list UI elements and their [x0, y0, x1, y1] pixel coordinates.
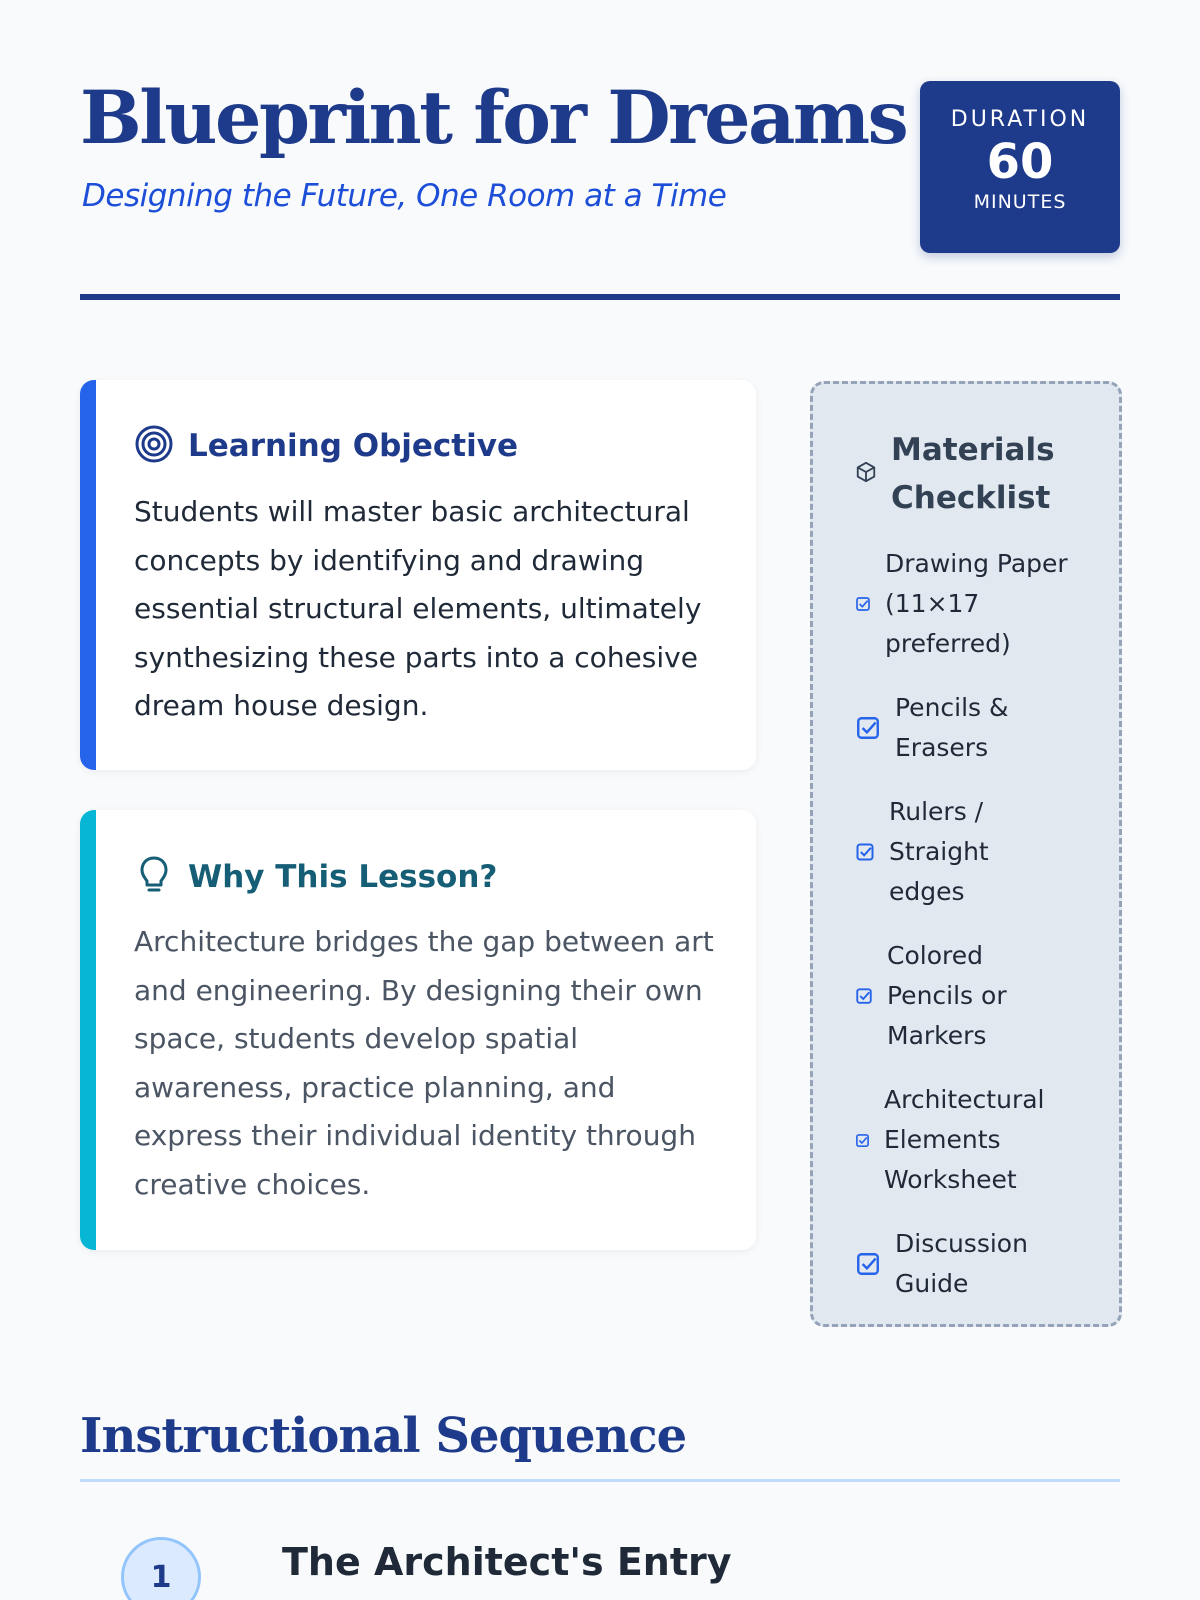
lightbulb-icon — [134, 854, 174, 900]
why-this-lesson-header — [134, 854, 497, 900]
materials-item-label: Architectural Elements Worksheet — [884, 1085, 1045, 1194]
learning-objective-title: Learning Objective — [188, 428, 518, 464]
materials-item[interactable] — [855, 1224, 1055, 1304]
materials-header — [855, 426, 1081, 522]
duration-unit: MINUTES — [973, 190, 1067, 213]
card-accent-bar — [80, 380, 96, 770]
materials-item-label: Rulers / Straight edges — [889, 797, 989, 906]
materials-item[interactable] — [855, 1080, 1075, 1200]
checkbox-checked-icon[interactable] — [855, 1133, 870, 1148]
materials-list — [855, 544, 1085, 1328]
sequence-title: Instructional Sequence — [80, 1408, 687, 1464]
checkbox-checked-icon[interactable] — [855, 596, 871, 612]
why-this-lesson-title: Why This Lesson? — [188, 859, 498, 895]
materials-item-label: Colored Pencils or Markers — [887, 941, 1007, 1050]
why-this-lesson-body: Architecture bridges the gap between art and engineering. By designing their own space, students develop spatial awareness, practice planning, and express their individual identity through creative choices. — [134, 925, 714, 1201]
materials-item-label: Drawing Paper (11×17 preferred) — [885, 549, 1068, 658]
materials-title: Materials Checklist — [891, 432, 1055, 517]
page-title: Blueprint for Dreams — [80, 75, 907, 161]
checkbox-checked-icon[interactable] — [855, 842, 875, 862]
materials-item[interactable] — [855, 936, 1045, 1056]
card-accent-bar — [80, 810, 96, 1250]
learning-objective-header — [134, 424, 518, 468]
checkbox-checked-icon[interactable] — [855, 715, 881, 741]
box-icon — [855, 461, 877, 487]
header-divider — [80, 294, 1120, 300]
materials-checklist-panel — [810, 381, 1122, 1327]
materials-item[interactable] — [855, 544, 1085, 664]
target-icon — [134, 424, 174, 468]
duration-value: 60 — [986, 134, 1054, 190]
materials-item-label: Pencils & Erasers — [895, 693, 1009, 762]
page-subtitle: Designing the Future, One Room at a Time — [82, 178, 727, 214]
checkbox-checked-icon[interactable] — [855, 1251, 881, 1277]
materials-item[interactable] — [855, 688, 1045, 768]
checkbox-checked-icon[interactable] — [855, 987, 873, 1005]
duration-label: DURATION — [950, 107, 1090, 132]
sequence-divider — [80, 1479, 1120, 1482]
step-title: The Architect's Entry — [282, 1540, 732, 1584]
materials-item[interactable] — [855, 792, 1025, 912]
duration-badge — [920, 81, 1120, 253]
materials-item-label: Discussion Guide — [895, 1229, 1028, 1298]
learning-objective-body: Students will master basic architectural concepts by identifying and drawing essential structural elements, ultimately synthesizing these parts into a cohesive dream house design. — [134, 495, 702, 722]
step-number-badge: 1 — [121, 1537, 201, 1600]
